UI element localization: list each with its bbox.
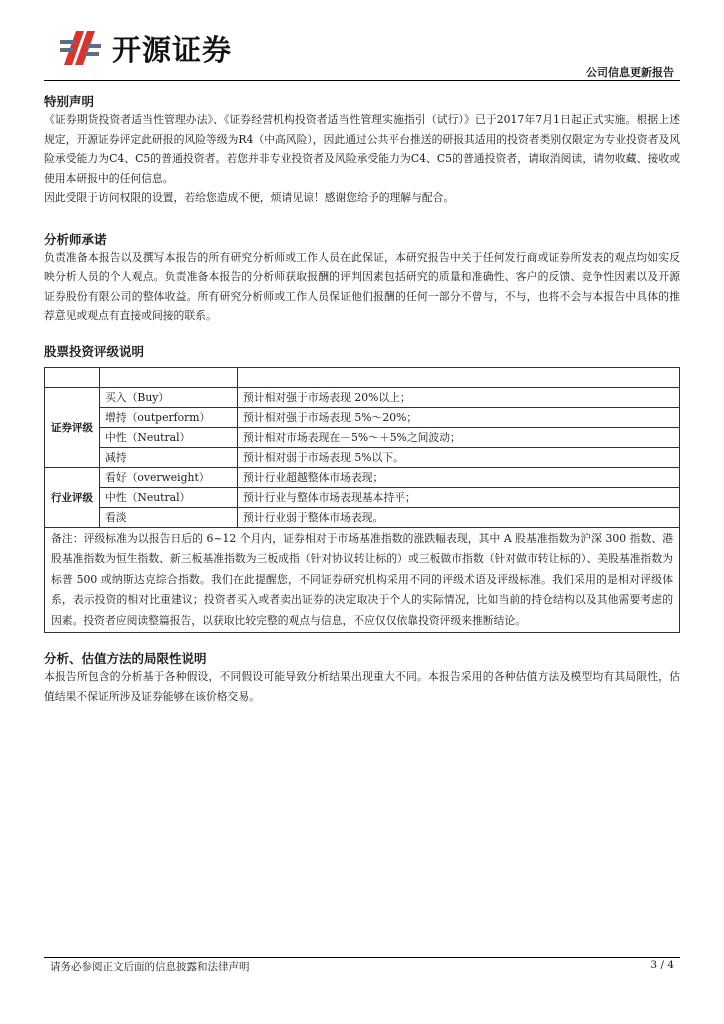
page-number: 3 / 4 <box>650 959 674 971</box>
rating-grade: 看淡 <box>100 507 238 527</box>
table-row <box>45 487 680 507</box>
rating-desc: 预计行业超越整体市场表现； <box>238 467 680 487</box>
special-statement-paragraph-2: 因此受限于访问权限的设置，若给您造成不便，烦请见谅！感谢您给予的理解与配合。 <box>44 191 455 204</box>
industry-rating-category: 行业评级 <box>45 467 100 527</box>
rating-grade: 买入（Buy） <box>100 387 238 407</box>
rating-grade: 看好（overweight） <box>100 467 238 487</box>
logo-text: 开源证券 <box>112 32 233 67</box>
rating-desc: 预计行业与整体市场表现基本持平； <box>238 487 680 507</box>
rating-title: 股票投资评级说明 <box>44 343 145 359</box>
table-header-row <box>45 367 680 387</box>
special-statement-title: 特别声明 <box>44 94 95 109</box>
special-statement-paragraph-1: 《证券期货投资者适当性管理办法》、《证券经营机构投资者适当性管理实施指引（试行）》已于2017年7月1日起正式实施。根据上述规定，开源证券评定此研报的风险等级为R4（中高风险），因此通过公共平台推送的研报其适用的投资者类别仅限定为专业投资者及风险承受能力为C4、C5的普通投资者。若您并非专业投资者及风险承受能力为C4、C5的普通投资者，请取消阅读，请勿收藏、接收或使用本研报中的任何信息。 <box>44 113 680 185</box>
rating-desc: 预计相对弱于市场表现 5%以下。 <box>238 447 680 467</box>
rating-desc: 预计相对市场表现在－5%～＋5%之间波动； <box>238 427 680 447</box>
table-row <box>45 447 680 467</box>
table-row <box>45 527 680 633</box>
report-type-label: 公司信息更新报告 <box>586 66 674 79</box>
rating-desc: 预计相对强于市场表现 20%以上； <box>238 387 680 407</box>
table-row <box>45 387 680 407</box>
rating-grade: 中性（Neutral） <box>100 487 238 507</box>
limitations-title: 分析、估值方法的局限性说明 <box>44 651 207 666</box>
analyst-commitment-title: 分析师承诺 <box>44 231 107 247</box>
rating-desc: 预计行业弱于整体市场表现。 <box>238 507 680 527</box>
table-row <box>45 407 680 427</box>
rating-note: 备注：评级标准为以报告日后的 6~12 个月内，证券相对于市场基准指数的涨跌幅表现，其中 A 股基准指数为沪深 300 指数、港股基准指数为恒生指数、新三板基准指数为三板成指（针对协议转让标的）或三板做市指数（针对做市转让标的）、美股基准指数为标普 500 或纳斯达克综合指数。我们在此提醒您，不同证券研究机构采用不同的评级术语及评级标准。我们采用的是相对评级体系，表示投资的相对比重建议；投资者买入或者卖出证券的决定取决于个人的实际情况，比如当前的持仓结构以及其他需要考虑的因素。投资者应阅读整篇报告，以获取比较完整的观点与信息，不应仅仅依靠投资评级来推断结论。 <box>45 527 680 633</box>
table-row <box>45 507 680 527</box>
limitations-paragraph: 本报告所包含的分析基于各种假设，不同假设可能导致分析结果出现重大不同。本报告采用的各种估值方法及模型均有其局限性，估值结果不保证所涉及证券能够在该价格交易。 <box>44 670 680 703</box>
table-cell <box>100 367 238 387</box>
table-cell <box>238 367 680 387</box>
table-row <box>45 467 680 487</box>
footer-disclaimer: 请务必参阅正文后面的信息披露和法律声明 <box>50 961 250 973</box>
table-cell <box>45 367 100 387</box>
stock-rating-category: 证券评级 <box>45 387 100 467</box>
logo-mark-icon <box>58 25 104 71</box>
rating-table <box>44 367 680 634</box>
main-content <box>44 90 680 706</box>
footer-divider <box>44 957 680 958</box>
header-divider <box>44 80 680 81</box>
analyst-commitment-paragraph: 负责准备本报告以及撰写本报告的所有研究分析师或工作人员在此保证，本研究报告中关于任何发行商或证券所发表的观点均如实反映分析人员的个人观点。负责准备本报告的分析师获取报酬的评判因素包括研究的质量和准确性、客户的反馈、竞争性因素以及开源证券股份有限公司的整体收益。所有研究分析师或工作人员保证他们报酬的任何一部分不曾与，不与，也将不会与本报告中具体的推荐意见或观点有直接或间接的联系。 <box>44 250 680 322</box>
brand-logo <box>58 24 232 72</box>
rating-desc: 预计相对强于市场表现 5%～20%； <box>238 407 680 427</box>
rating-grade: 减持 <box>100 447 238 467</box>
rating-grade: 中性（Neutral） <box>100 427 238 447</box>
table-row <box>45 427 680 447</box>
rating-grade: 增持（outperform） <box>100 407 238 427</box>
